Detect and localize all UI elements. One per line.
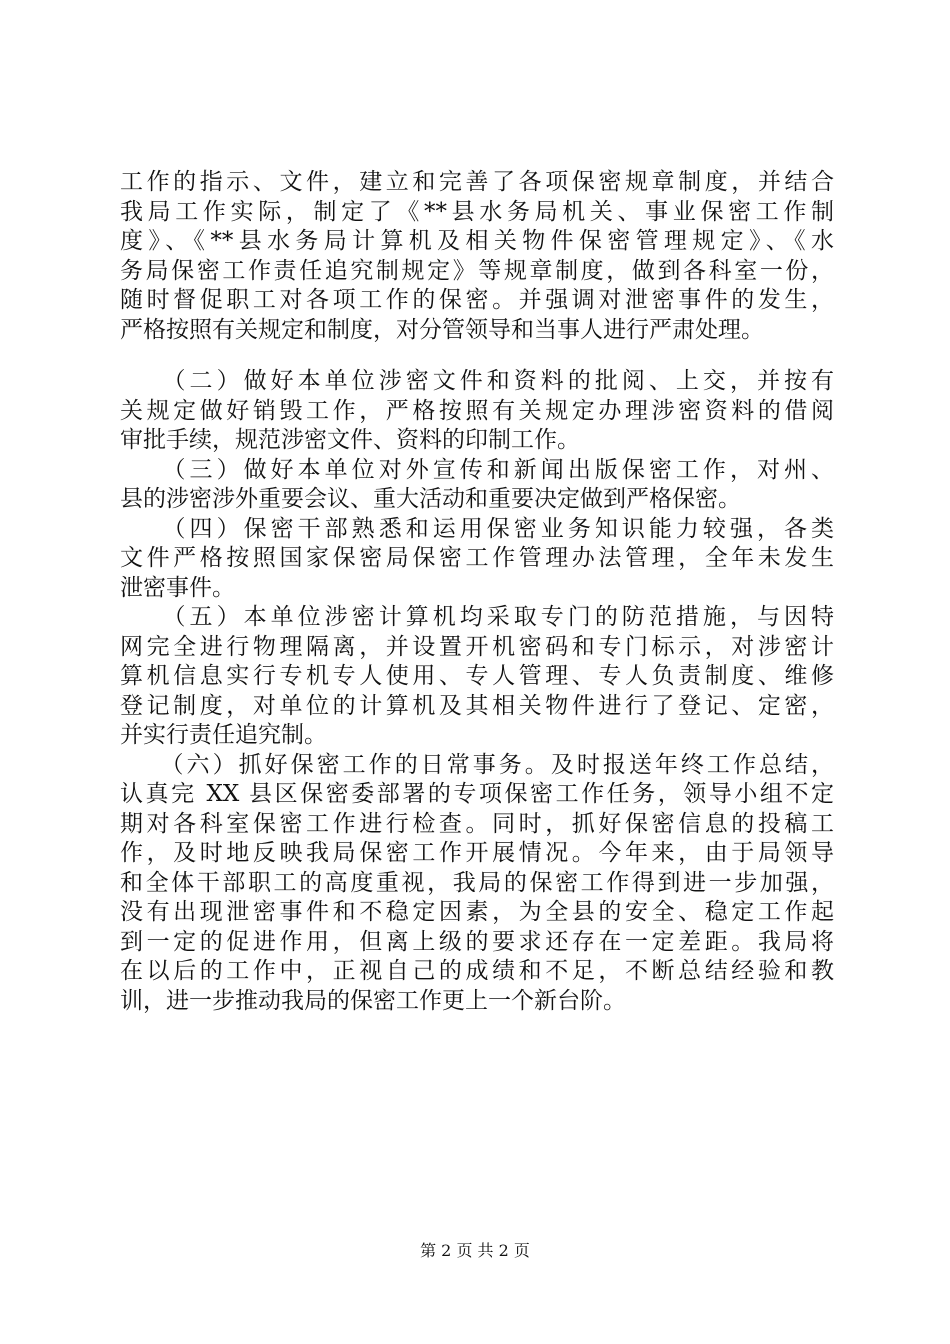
text-line: 在以后的工作中，正视自己的成绩和不足，不断总结经验和教	[120, 958, 834, 984]
text-line: 关规定做好销毁工作，严格按照有关规定办理涉密资料的借阅	[120, 397, 834, 424]
text-line: 期对各科室保密工作进行检查。同时，抓好保密信息的投稿工	[120, 810, 834, 837]
text-line: 务局保密工作责任追究制规定》等规章制度，做到各科室一份，	[120, 257, 834, 284]
paragraph-gap	[120, 345, 834, 367]
text-line: 和全体干部职工的高度重视，我局的保密工作得到进一步加强，	[120, 869, 834, 896]
text-line: 没有出现泄密事件和不稳定因素，为全县的安全、稳定工作起	[120, 899, 834, 925]
text-line: （二）做好本单位涉密文件和资料的批阅、上交，并按有	[120, 368, 834, 394]
text-line: 训，进一步推动我局的保密工作更上一个新台阶。	[120, 987, 626, 1014]
text-line: 度》、《**县水务局计算机及相关物件保密管理规定》、《水	[120, 228, 834, 254]
document-body	[120, 168, 834, 1016]
text-line: 作，及时地反映我局保密工作开展情况。今年来，由于局领导	[120, 840, 834, 866]
text-line: 县的涉密涉外重要会议、重大活动和重要决定做到严格保密。	[120, 486, 741, 512]
text-line: 到一定的促进作用，但离上级的要求还存在一定差距。我局将	[120, 928, 834, 955]
text-line: （五）本单位涉密计算机均采取专门的防范措施，与因特	[120, 604, 834, 630]
paragraph-regulations	[120, 168, 834, 345]
text-line: 严格按照有关规定和制度，对分管领导和当事人进行严肃处理。	[120, 316, 764, 343]
text-line: 审批手续，规范涉密文件、资料的印制工作。	[120, 427, 580, 453]
text-line: 登记制度，对单位的计算机及其相关物件进行了登记、定密，	[120, 692, 834, 719]
text-line: （六）抓好保密工作的日常事务。及时报送年终工作总结，	[120, 751, 834, 778]
paragraph-item-3	[120, 456, 834, 515]
paragraph-item-6	[120, 751, 834, 1017]
text-line: 文件严格按照国家保密局保密工作管理办法管理，全年未发生	[120, 545, 834, 571]
text-line: 泄密事件。	[120, 574, 235, 601]
text-line: 随时督促职工对各项工作的保密。并强调对泄密事件的发生，	[120, 287, 834, 313]
text-line: （四）保密干部熟悉和运用保密业务知识能力较强，各类	[120, 515, 834, 542]
paragraph-item-4	[120, 515, 834, 604]
text-line: （三）做好本单位对外宣传和新闻出版保密工作，对州、	[120, 456, 834, 483]
text-line: 工作的指示、文件，建立和完善了各项保密规章制度，并结合	[120, 169, 834, 195]
text-line: 网完全进行物理隔离，并设置开机密码和专门标示，对涉密计	[120, 633, 834, 660]
text-line: 算机信息实行专机专人使用、专人管理、专人负责制度、维修	[120, 663, 834, 689]
page-footer: 第 2 页 共 2 页	[420, 1241, 530, 1260]
text-line: 我局工作实际，制定了《**县水务局机关、事业保密工作制	[120, 198, 834, 225]
text-line: 认真完 XX 县区保密委部署的专项保密工作任务，领导小组不定	[120, 781, 834, 807]
text-line: 并实行责任追究制。	[120, 722, 327, 748]
paragraph-item-2	[120, 367, 834, 456]
paragraph-item-5	[120, 603, 834, 751]
